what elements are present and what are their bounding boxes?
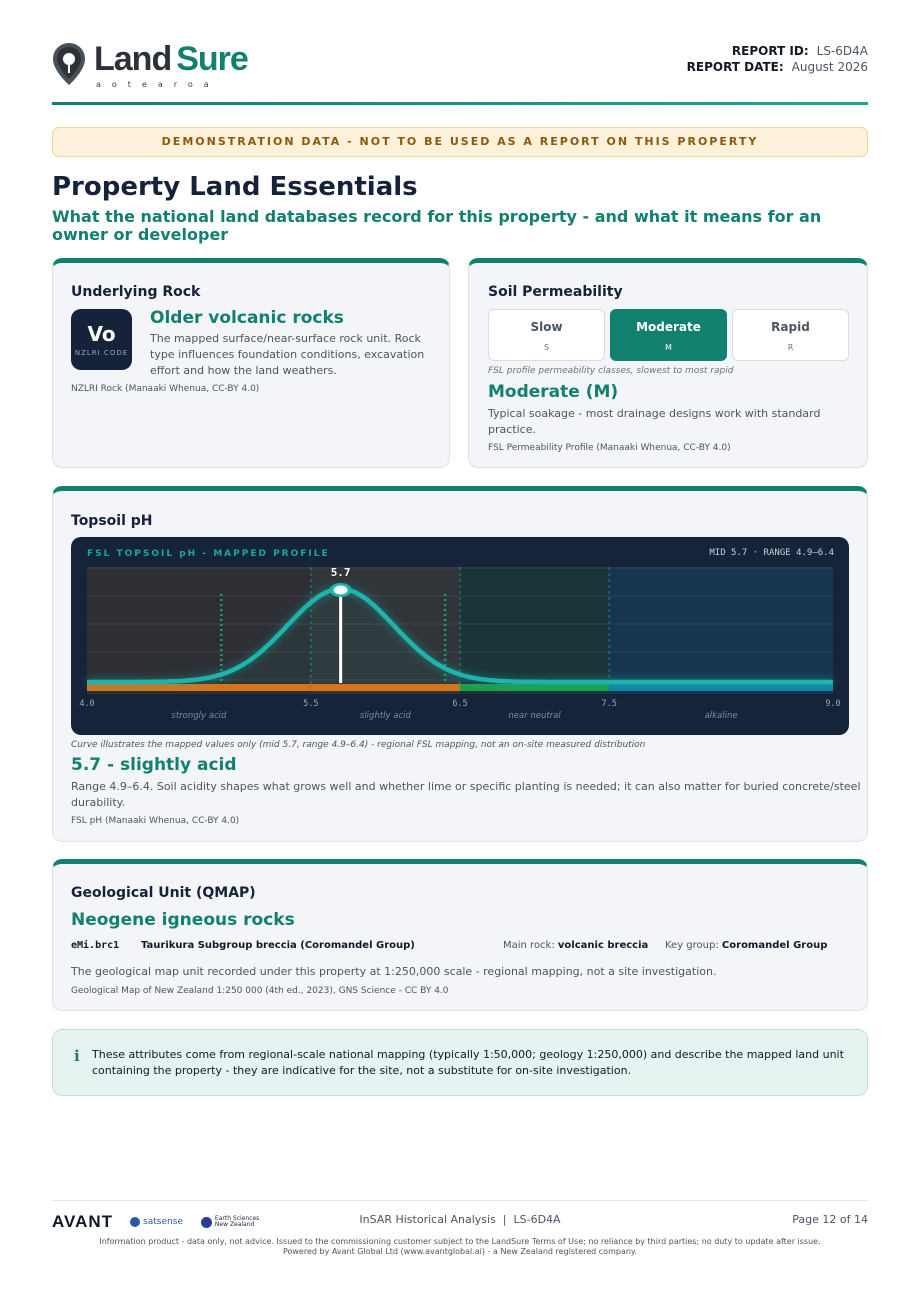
key-group-label: Key group: <box>665 940 719 951</box>
card-title: Soil Permeability <box>488 284 623 300</box>
chart-summary: MID 5.7 · RANGE 4.9–6.4 <box>709 548 834 558</box>
option-code: M <box>665 343 672 352</box>
report-date: August 2026 <box>791 60 868 74</box>
info-note <box>52 1029 868 1096</box>
report-id: LS-6D4A <box>816 44 868 58</box>
footer-center-text: InSAR Historical Analysis | LS-6D4A <box>359 1213 561 1226</box>
ph-description: Range 4.9–6.4. Soil acidity shapes what grows well and whether lime or specific planting is needed; it can also matter for buried concrete/steel durability. <box>71 780 861 809</box>
rock-code-badge <box>71 309 132 370</box>
main-rock-value: volcanic breccia <box>557 940 649 951</box>
legal-line-1: Information product - data only, not advice. Issued to the commissioning customer subject to the LandSure Terms of Use; no reliance by third parties; no duty to update after issue. <box>99 1237 821 1246</box>
topsoil-ph-card <box>52 486 868 842</box>
info-text: These attributes come from regional-scale national mapping (typically 1:50,000; geology 1:250,000) and describe the mapped land unit containing the property - they are indicative for the site, not a substitute for on-site investigation. <box>92 1048 844 1077</box>
permeability-value: Moderate (M) <box>488 382 619 402</box>
logo-tagline: aotearoa <box>96 80 220 89</box>
soil-permeability-card <box>468 258 868 468</box>
footer-divider <box>52 1200 868 1201</box>
ph-profile-chart <box>71 537 849 735</box>
geology-name: Neogene igneous rocks <box>71 910 295 930</box>
mid-marker-dot <box>334 586 348 595</box>
x-tick-label: 9.0 <box>825 699 841 709</box>
x-tick-label: 7.5 <box>601 699 617 709</box>
card-title: Underlying Rock <box>71 284 201 300</box>
mid-marker-label: 5.7 <box>330 566 351 579</box>
ph-zone-bg <box>460 567 609 694</box>
zone-label: near neutral <box>508 711 561 721</box>
geology-code: eMi.brc1 <box>71 940 120 951</box>
permeability-option-rapid <box>732 309 849 361</box>
rock-code-label: NZLRI CODE <box>74 349 129 357</box>
avant-logo: AVANT <box>52 1212 114 1231</box>
footer-legal <box>52 1237 868 1257</box>
card-title: Geological Unit (QMAP) <box>71 885 256 901</box>
ph-zone-bg <box>609 567 833 694</box>
geology-description: The geological map unit recorded under this property at 1:250,000 scale - regional mapping, not a site investigation. <box>71 965 717 978</box>
report-date-label: REPORT DATE: <box>686 60 784 74</box>
demo-data-banner: DEMONSTRATION DATA - NOT TO BE USED AS A REPORT ON THIS PROPERTY <box>52 127 868 157</box>
x-tick-label: 6.5 <box>452 699 468 709</box>
info-icon: i <box>74 1047 80 1065</box>
report-id-label: REPORT ID: <box>731 44 809 58</box>
ph-source: FSL pH (Manaaki Whenua, CC-BY 4.0) <box>71 816 240 826</box>
card-title: Topsoil pH <box>71 513 153 529</box>
permeability-option-moderate <box>610 309 727 361</box>
geology-source: Geological Map of New Zealand 1:250 000 (4th ed., 2023), GNS Science - CC BY 4.0 <box>71 986 449 996</box>
legal-line-2: Powered by Avant Global Ltd (www.avantglobal.ai) - a New Zealand registered company. <box>282 1247 638 1256</box>
report-header <box>52 40 868 104</box>
option-name: Moderate <box>636 320 701 334</box>
geology-unit-description: Taurikura Subgroup breccia (Coromandel Group) <box>141 940 415 951</box>
satsense-text: satsense <box>143 1217 183 1227</box>
permeability-description: Typical soakage - most drainage designs work with standard practice. <box>488 407 821 436</box>
page-subtitle: What the national land databases record for this property - and what it means for an owner or developer <box>52 207 822 244</box>
ph-chart-svg <box>71 537 849 735</box>
option-code: S <box>543 343 550 352</box>
rock-source: NZLRI Rock (Manaaki Whenua, CC-BY 4.0) <box>71 384 260 394</box>
x-tick-label: 5.5 <box>303 699 319 709</box>
ph-caption: Curve illustrates the mapped values only (mid 5.7, range 4.9–6.4) - regional FSL mapping, not an on-site measured distribution <box>71 740 646 750</box>
x-tick-label: 4.0 <box>79 699 95 709</box>
zone-label: alkaline <box>704 711 738 721</box>
permeability-source: FSL Permeability Profile (Manaaki Whenua, CC-BY 4.0) <box>488 443 731 453</box>
underlying-rock-card <box>52 258 450 468</box>
rock-name: Older volcanic rocks <box>150 308 344 328</box>
page-title: Property Land Essentials <box>52 172 418 202</box>
rock-description: The mapped surface/near-surface rock unit. Rock type influences foundation conditions, excavation effort and how the land weathers. <box>150 332 425 377</box>
report-meta <box>687 43 868 75</box>
permeability-option-slow <box>488 309 605 361</box>
key-group-value: Coromandel Group <box>721 940 828 951</box>
permeability-caption: FSL profile permeability classes, slowest to most rapid <box>488 366 734 376</box>
permeability-scale <box>488 309 849 361</box>
location-pin-icon <box>52 42 86 86</box>
geological-unit-card <box>52 859 868 1011</box>
rock-code: Vo <box>87 322 116 346</box>
zone-label: strongly acid <box>171 711 227 721</box>
option-code: R <box>787 343 794 352</box>
earth-sciences-text: Earth Sciences New Zealand <box>214 1215 260 1228</box>
option-name: Slow <box>530 320 563 334</box>
ph-value: 5.7 - slightly acid <box>71 755 237 775</box>
header-divider <box>52 102 868 105</box>
chart-title: FSL TOPSOIL pH - MAPPED PROFILE <box>87 549 330 559</box>
ph-zone-bar <box>311 684 460 691</box>
geology-main-rock <box>503 940 648 951</box>
logo-land-text: Land <box>94 40 172 78</box>
page-number: Page 12 of 14 <box>792 1213 868 1226</box>
landsure-logo <box>52 42 248 89</box>
logo-sure-text: Sure <box>176 40 248 78</box>
footer-title <box>0 1213 920 1226</box>
geology-key-group <box>665 940 827 951</box>
zone-label: slightly acid <box>359 711 411 721</box>
option-name: Rapid <box>771 320 810 334</box>
main-rock-label: Main rock: <box>503 940 555 951</box>
